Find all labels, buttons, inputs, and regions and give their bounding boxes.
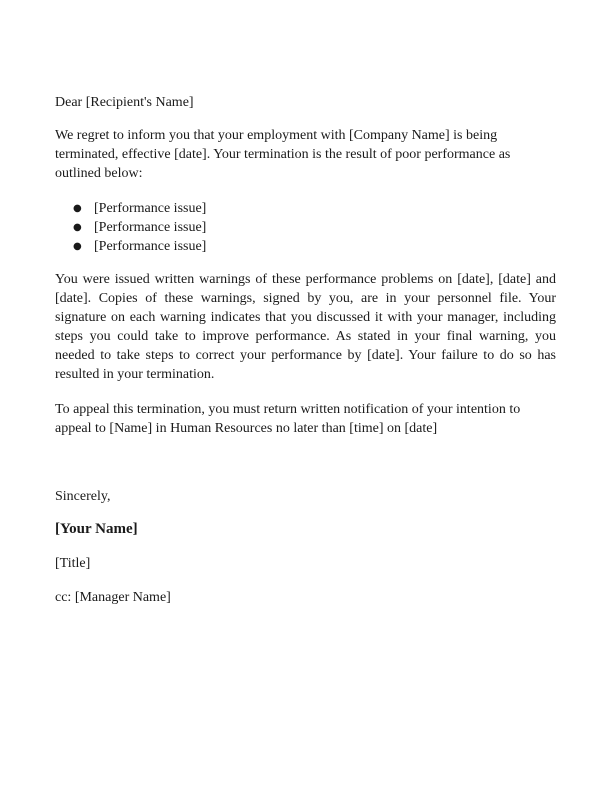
bullet-icon: ● [73,222,82,233]
paragraph-appeal: To appeal this termination, you must return written notification of your intention to appeal to [Name] in Human Resources no later than [time] on [date] [55,402,521,436]
paragraph-warnings: You were issued written warnings of these performance problems on [date], [date] and [date]. Copies of these warnings, signed by you, are in your personnel file. Your signature on each warning indicates that you discussed it with your manager, including steps you could take to improve performance. As stated in your final warning, you needed to take steps to correct your performance by [date]. Your failure to do so has resulted in your termination. [55,272,556,382]
list-item [55,218,535,237]
bullet-icon: ● [73,241,82,252]
list-item-text: [Performance issue] [94,239,207,254]
salutation: Dear [Recipient's Name] [55,95,194,110]
list-item-text: [Performance issue] [94,220,207,235]
performance-issue-list [55,199,535,256]
paragraph-termination-notice: We regret to inform you that your employment with [Company Name] is being terminated, effective [date]. Your termination is the result of poor performance as outlined below: [55,128,511,181]
cc-line: cc: [Manager Name] [55,590,171,605]
list-item [55,237,535,256]
signature-name: [Your Name] [55,521,138,537]
bullet-icon: ● [73,203,82,214]
list-item-text: [Performance issue] [94,201,207,216]
list-item [55,199,535,218]
closing: Sincerely, [55,489,111,504]
signature-title: [Title] [55,556,91,571]
